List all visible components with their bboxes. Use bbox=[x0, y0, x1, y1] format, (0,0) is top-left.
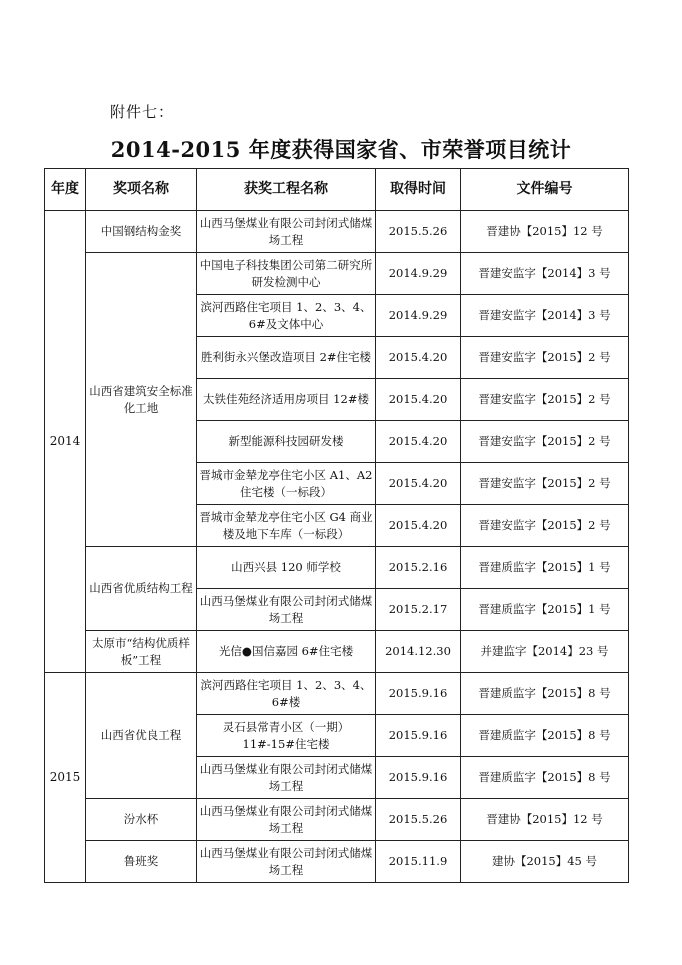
attachment-label: 附件七： bbox=[110, 103, 175, 121]
date-cell: 2014.9.29 bbox=[376, 295, 461, 337]
award-cell: 中国钢结构金奖 bbox=[86, 211, 197, 253]
project-cell: 山西马堡煤业有限公司封闭式储煤场工程 bbox=[197, 757, 376, 799]
header-year: 年度 bbox=[45, 169, 86, 211]
award-cell: 汾水杯 bbox=[86, 799, 197, 841]
awards-table bbox=[44, 168, 629, 883]
project-cell: 晋城市金辇龙亭住宅小区 G4 商业楼及地下车库（一标段） bbox=[197, 505, 376, 547]
date-cell: 2015.11.9 bbox=[376, 841, 461, 883]
doc-cell: 晋建协【2015】12 号 bbox=[461, 211, 629, 253]
doc-cell: 晋建质监字【2015】8 号 bbox=[461, 715, 629, 757]
award-cell: 鲁班奖 bbox=[86, 841, 197, 883]
award-cell: 太原市“结构优质样板”工程 bbox=[86, 631, 197, 673]
header-date: 取得时间 bbox=[376, 169, 461, 211]
date-cell: 2015.5.26 bbox=[376, 211, 461, 253]
project-cell: 山西兴县 120 师学校 bbox=[197, 547, 376, 589]
doc-cell: 晋建安监字【2014】3 号 bbox=[461, 295, 629, 337]
award-cell: 山西省优良工程 bbox=[86, 673, 197, 799]
project-cell: 山西马堡煤业有限公司封闭式储煤场工程 bbox=[197, 841, 376, 883]
doc-cell: 晋建安监字【2015】2 号 bbox=[461, 337, 629, 379]
doc-cell: 晋建安监字【2015】2 号 bbox=[461, 421, 629, 463]
table-header-row bbox=[45, 169, 629, 211]
date-cell: 2015.4.20 bbox=[376, 379, 461, 421]
doc-cell: 晋建安监字【2015】2 号 bbox=[461, 463, 629, 505]
date-cell: 2015.9.16 bbox=[376, 757, 461, 799]
year-cell: 2015 bbox=[45, 673, 86, 883]
table-row bbox=[45, 547, 629, 589]
date-cell: 2015.2.16 bbox=[376, 547, 461, 589]
project-cell: 光信●国信嘉园 6#住宅楼 bbox=[197, 631, 376, 673]
project-cell: 滨河西路住宅项目 1、2、3、4、6#及文体中心 bbox=[197, 295, 376, 337]
date-cell: 2015.9.16 bbox=[376, 715, 461, 757]
project-cell: 滨河西路住宅项目 1、2、3、4、6#楼 bbox=[197, 673, 376, 715]
doc-cell: 晋建安监字【2015】2 号 bbox=[461, 379, 629, 421]
header-project: 获奖工程名称 bbox=[197, 169, 376, 211]
project-cell: 中国电子科技集团公司第二研究所研发检测中心 bbox=[197, 253, 376, 295]
table-row bbox=[45, 211, 629, 253]
date-cell: 2015.2.17 bbox=[376, 589, 461, 631]
table-row bbox=[45, 799, 629, 841]
award-cell: 山西省建筑安全标准化工地 bbox=[86, 253, 197, 547]
doc-cell: 建协【2015】45 号 bbox=[461, 841, 629, 883]
date-cell: 2015.9.16 bbox=[376, 673, 461, 715]
project-cell: 胜利街永兴堡改造项目 2#住宅楼 bbox=[197, 337, 376, 379]
year-cell: 2014 bbox=[45, 211, 86, 673]
project-cell: 新型能源科技园研发楼 bbox=[197, 421, 376, 463]
table-row bbox=[45, 253, 629, 295]
date-cell: 2014.9.29 bbox=[376, 253, 461, 295]
table-row bbox=[45, 841, 629, 883]
doc-cell: 晋建协【2015】12 号 bbox=[461, 799, 629, 841]
date-cell: 2015.4.20 bbox=[376, 505, 461, 547]
header-award: 奖项名称 bbox=[86, 169, 197, 211]
doc-cell: 并建监字【2014】23 号 bbox=[461, 631, 629, 673]
date-cell: 2015.4.20 bbox=[376, 421, 461, 463]
project-cell: 山西马堡煤业有限公司封闭式储煤场工程 bbox=[197, 211, 376, 253]
project-cell: 灵石县常青小区（一期）11#-15#住宅楼 bbox=[197, 715, 376, 757]
table-row bbox=[45, 673, 629, 715]
project-cell: 山西马堡煤业有限公司封闭式储煤场工程 bbox=[197, 589, 376, 631]
doc-cell: 晋建质监字【2015】8 号 bbox=[461, 757, 629, 799]
project-cell: 晋城市金辇龙亭住宅小区 A1、A2 住宅楼（一标段） bbox=[197, 463, 376, 505]
award-cell: 山西省优质结构工程 bbox=[86, 547, 197, 631]
project-cell: 太铁佳苑经济适用房项目 12#楼 bbox=[197, 379, 376, 421]
doc-cell: 晋建质监字【2015】1 号 bbox=[461, 589, 629, 631]
date-cell: 2015.5.26 bbox=[376, 799, 461, 841]
date-cell: 2015.4.20 bbox=[376, 463, 461, 505]
project-cell: 山西马堡煤业有限公司封闭式储煤场工程 bbox=[197, 799, 376, 841]
date-cell: 2015.4.20 bbox=[376, 337, 461, 379]
doc-cell: 晋建质监字【2015】1 号 bbox=[461, 547, 629, 589]
page-title: 2014-2015 年度获得国家省、市荣誉项目统计 bbox=[110, 137, 572, 162]
doc-cell: 晋建安监字【2014】3 号 bbox=[461, 253, 629, 295]
doc-cell: 晋建安监字【2015】2 号 bbox=[461, 505, 629, 547]
doc-cell: 晋建质监字【2015】8 号 bbox=[461, 673, 629, 715]
table-row bbox=[45, 631, 629, 673]
date-cell: 2014.12.30 bbox=[376, 631, 461, 673]
header-doc: 文件编号 bbox=[461, 169, 629, 211]
